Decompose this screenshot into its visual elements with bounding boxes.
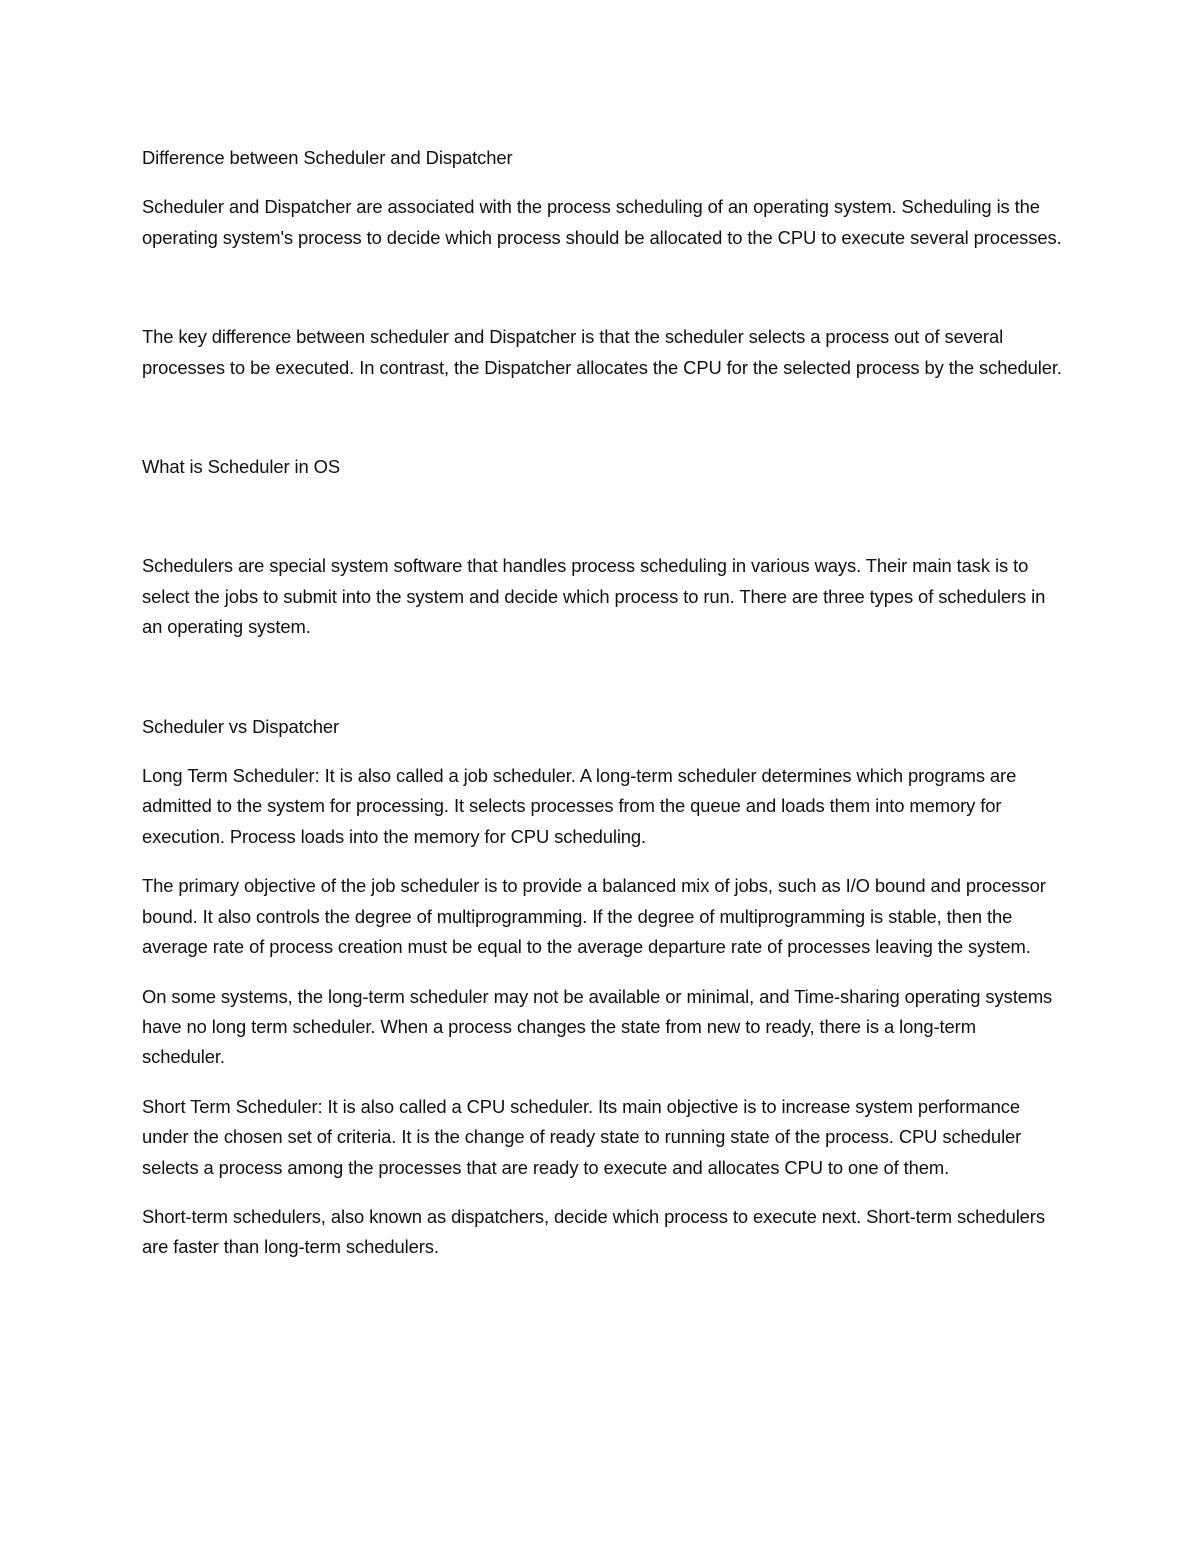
section-heading-vs: Scheduler vs Dispatcher <box>142 715 340 737</box>
document-body <box>142 143 1062 1282</box>
long-term-scheduler-paragraph: Long Term Scheduler: It is also called a job scheduler. A long-term scheduler determines which programs are admitted to the system for processing. It selects processes from the queue and loads them into memory for execution. Process loads into the memory for CPU scheduling. <box>142 765 1017 847</box>
job-scheduler-objective-paragraph: The primary objective of the job scheduler is to provide a balanced mix of jobs, such as I/O bound and processor bound. It also controls the degree of multiprogramming. If the degree of multiprogramming is stable, then the average rate of process creation must be equal to the average departure rate of processes leaving the system. <box>142 875 1046 958</box>
dispatchers-paragraph: Short-term schedulers, also known as dispatchers, decide which process to execute next. Short-term schedulers are faster than long-term schedulers. <box>142 1205 1045 1258</box>
schedulers-paragraph: Schedulers are special system software that handles process scheduling in various ways. Their main task is to select the jobs to submit into the system and decide which process to run. There are three types of schedulers in an operating system. <box>142 555 1046 638</box>
section-heading-scheduler: What is Scheduler in OS <box>142 456 341 478</box>
long-term-availability-paragraph: On some systems, the long-term scheduler may not be available or minimal, and Time-sharing operating systems have no long term scheduler. When a process changes the state from new to ready, there is a long-term scheduler. <box>142 985 1053 1068</box>
short-term-scheduler-paragraph: Short Term Scheduler: It is also called a CPU scheduler. Its main objective is to increase system performance under the chosen set of criteria. It is the change of ready state to running state of the process. CPU scheduler selects a process among the processes that are ready to execute and allocates CPU to one of them. <box>142 1095 1022 1178</box>
intro-paragraph: Scheduler and Dispatcher are associated with the process scheduling of an operating system. Scheduling is the operating system's process to decide which process should be allocated to the CPU to execute several processes. <box>142 196 1062 248</box>
document-title: Difference between Scheduler and Dispatcher <box>142 147 513 168</box>
key-difference-paragraph: The key difference between scheduler and Dispatcher is that the scheduler selects a process out of several processes to be executed. In contrast, the Dispatcher allocates the CPU for the selected process by the scheduler. <box>142 326 1062 378</box>
